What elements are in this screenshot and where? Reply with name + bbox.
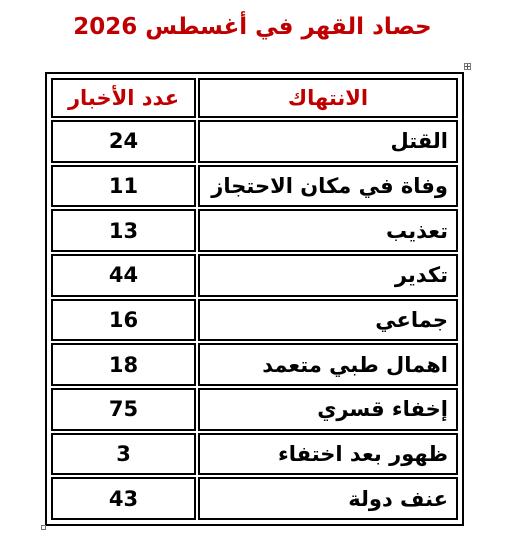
table-row — [51, 299, 458, 342]
table-row — [51, 388, 458, 431]
count-cell: 3 — [51, 433, 196, 476]
violation-cell: وفاة في مكان الاحتجاز — [198, 165, 458, 208]
count-cell: 24 — [51, 120, 196, 163]
table-row — [51, 254, 458, 297]
table-move-handle-icon[interactable] — [464, 63, 471, 70]
violations-table-container — [45, 72, 464, 526]
violation-cell: إخفاء قسري — [198, 388, 458, 431]
violation-cell: تكدير — [198, 254, 458, 297]
page-title: حصاد القهر في أغسطس 2026 — [73, 14, 432, 40]
count-cell: 44 — [51, 254, 196, 297]
table-row — [51, 433, 458, 476]
table-row — [51, 120, 458, 163]
count-cell: 18 — [51, 343, 196, 386]
count-cell: 16 — [51, 299, 196, 342]
table-row — [51, 343, 458, 386]
table-header-row — [51, 78, 458, 118]
count-cell: 13 — [51, 209, 196, 252]
header-violation: الانتهاك — [198, 78, 458, 118]
table-row — [51, 165, 458, 208]
violations-table — [49, 76, 460, 522]
violation-cell: القتل — [198, 120, 458, 163]
violation-cell: عنف دولة — [198, 477, 458, 520]
count-cell: 43 — [51, 477, 196, 520]
violation-cell: ظهور بعد اختفاء — [198, 433, 458, 476]
header-count: عدد الأخبار — [51, 78, 196, 118]
table-row — [51, 209, 458, 252]
count-cell: 75 — [51, 388, 196, 431]
violation-cell: اهمال طبي متعمد — [198, 343, 458, 386]
count-cell: 11 — [51, 165, 196, 208]
table-row — [51, 477, 458, 520]
violation-cell: تعذيب — [198, 209, 458, 252]
violation-cell: جماعي — [198, 299, 458, 342]
table-resize-handle-icon[interactable] — [41, 525, 46, 530]
